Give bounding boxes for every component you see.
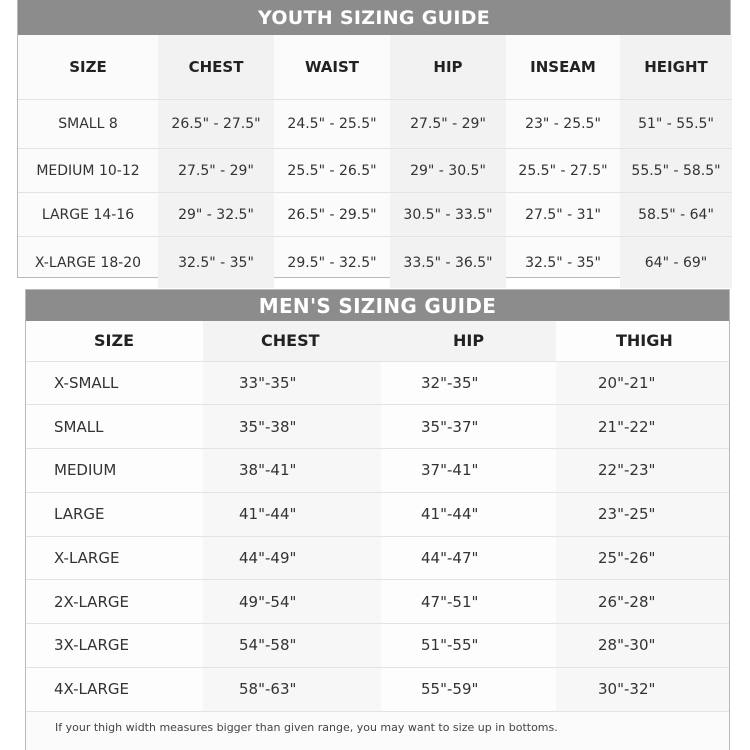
youth-header-chest: CHEST <box>158 35 274 100</box>
height-cell: 55.5" - 58.5" <box>620 149 732 193</box>
table-row <box>26 449 729 493</box>
mens-header-row <box>26 321 729 361</box>
table-row <box>18 237 732 289</box>
size-cell: 3X-LARGE <box>26 624 203 668</box>
height-cell: 51" - 55.5" <box>620 100 732 149</box>
hip-cell: 44"-47" <box>381 536 556 580</box>
thigh-cell: 22"-23" <box>556 449 729 493</box>
chest-cell: 58"-63" <box>203 667 381 711</box>
table-row <box>26 536 729 580</box>
mens-header-thigh: THIGH <box>556 321 729 361</box>
thigh-cell: 30"-32" <box>556 667 729 711</box>
youth-size-table <box>18 35 732 288</box>
chest-cell: 29" - 32.5" <box>158 193 274 237</box>
youth-header-size: SIZE <box>69 58 107 76</box>
size-cell: SMALL <box>26 405 203 449</box>
inseam-cell: 32.5" - 35" <box>506 237 620 289</box>
size-cell: MEDIUM 10-12 <box>18 149 158 193</box>
size-cell: 4X-LARGE <box>26 667 203 711</box>
size-cell: MEDIUM <box>26 449 203 493</box>
size-cell: X-SMALL <box>26 361 203 405</box>
chest-cell: 38"-41" <box>203 449 381 493</box>
hip-cell: 29" - 30.5" <box>390 149 506 193</box>
hip-cell: 35"-37" <box>381 405 556 449</box>
hip-cell: 41"-44" <box>381 492 556 536</box>
youth-header-waist: WAIST <box>304 58 360 76</box>
hip-cell: 37"-41" <box>381 449 556 493</box>
inseam-cell: 27.5" - 31" <box>506 193 620 237</box>
thigh-cell: 26"-28" <box>556 580 729 624</box>
thigh-cell: 28"-30" <box>556 624 729 668</box>
size-cell: LARGE 14-16 <box>18 193 158 237</box>
waist-cell: 25.5" - 26.5" <box>274 149 390 193</box>
mens-header-size: SIZE <box>26 321 203 361</box>
thigh-cell: 21"-22" <box>556 405 729 449</box>
hip-cell: 33.5" - 36.5" <box>390 237 506 289</box>
mens-guide-title: MEN'S SIZING GUIDE <box>26 290 729 321</box>
chest-cell: 35"-38" <box>203 405 381 449</box>
table-row <box>26 405 729 449</box>
youth-header-height: HEIGHT <box>620 35 732 100</box>
inseam-cell: 23" - 25.5" <box>506 100 620 149</box>
table-row <box>18 193 732 237</box>
table-row <box>26 624 729 668</box>
mens-size-table <box>26 321 729 711</box>
chest-cell: 32.5" - 35" <box>158 237 274 289</box>
hip-cell: 51"-55" <box>381 624 556 668</box>
hip-cell: 30.5" - 33.5" <box>390 193 506 237</box>
mens-header-hip: HIP <box>381 321 556 361</box>
table-row <box>18 149 732 193</box>
thigh-sizing-note: If your thigh width measures bigger than given range, you may want to size up in bottoms. <box>26 711 729 741</box>
waist-cell: 24.5" - 25.5" <box>274 100 390 149</box>
mens-sizing-guide <box>25 289 730 750</box>
height-cell: 64" - 69" <box>620 237 732 289</box>
table-row <box>26 361 729 405</box>
chest-cell: 49"-54" <box>203 580 381 624</box>
size-cell: SMALL 8 <box>18 100 158 149</box>
chest-cell: 33"-35" <box>203 361 381 405</box>
youth-header-inseam: INSEAM <box>530 58 596 76</box>
chest-cell: 41"-44" <box>203 492 381 536</box>
size-cell: X-LARGE <box>26 536 203 580</box>
chest-cell: 26.5" - 27.5" <box>158 100 274 149</box>
youth-guide-title: YOUTH SIZING GUIDE <box>18 0 730 35</box>
thigh-cell: 25"-26" <box>556 536 729 580</box>
table-row <box>26 580 729 624</box>
chest-cell: 27.5" - 29" <box>158 149 274 193</box>
hip-cell: 55"-59" <box>381 667 556 711</box>
size-cell: 2X-LARGE <box>26 580 203 624</box>
chest-cell: 44"-49" <box>203 536 381 580</box>
youth-header-hip: HIP <box>390 35 506 100</box>
table-row <box>26 492 729 536</box>
waist-cell: 29.5" - 32.5" <box>274 237 390 289</box>
height-cell: 58.5" - 64" <box>620 193 732 237</box>
size-cell: X-LARGE 18-20 <box>18 237 158 289</box>
hip-cell: 27.5" - 29" <box>390 100 506 149</box>
table-row <box>18 100 732 149</box>
chest-cell: 54"-58" <box>203 624 381 668</box>
waist-cell: 26.5" - 29.5" <box>274 193 390 237</box>
mens-header-chest: CHEST <box>203 321 381 361</box>
size-cell: LARGE <box>26 492 203 536</box>
thigh-cell: 20"-21" <box>556 361 729 405</box>
table-row <box>26 667 729 711</box>
youth-sizing-guide <box>17 0 731 278</box>
inseam-cell: 25.5" - 27.5" <box>506 149 620 193</box>
thigh-cell: 23"-25" <box>556 492 729 536</box>
youth-header-row <box>18 35 732 100</box>
hip-cell: 32"-35" <box>381 361 556 405</box>
hip-cell: 47"-51" <box>381 580 556 624</box>
